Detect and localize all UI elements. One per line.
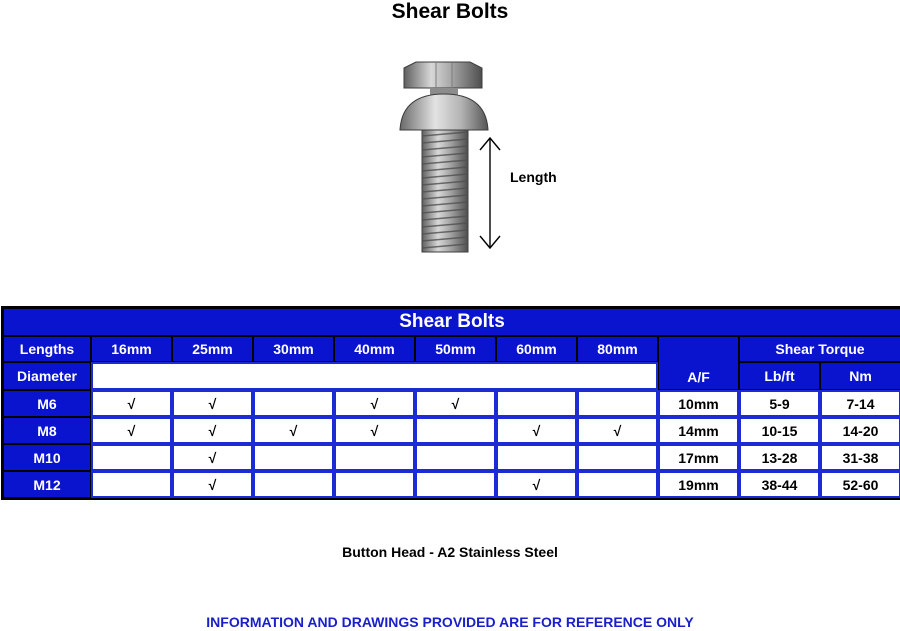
check-cell: √ (415, 390, 496, 417)
diameter-cell: M8 (3, 417, 91, 444)
length-header: 30mm (253, 336, 334, 362)
check-cell (415, 444, 496, 471)
length-header: 40mm (334, 336, 415, 362)
lbft-header: Lb/ft (739, 362, 820, 390)
diameter-cell: M12 (3, 471, 91, 498)
length-label: Length (510, 169, 557, 185)
check-cell (253, 471, 334, 498)
lbft-cell: 13-28 (739, 444, 820, 471)
length-header: 60mm (496, 336, 577, 362)
af-cell: 17mm (658, 444, 739, 471)
length-header: 80mm (577, 336, 658, 362)
blank-header-cell (91, 362, 658, 390)
check-cell: √ (91, 390, 172, 417)
table-row (3, 417, 900, 444)
check-cell: √ (91, 417, 172, 444)
check-cell (91, 471, 172, 498)
table-row (3, 390, 900, 417)
length-header: 16mm (91, 336, 172, 362)
table-row (3, 471, 900, 498)
nm-cell: 31-38 (820, 444, 900, 471)
check-cell (415, 471, 496, 498)
check-cell (334, 444, 415, 471)
check-cell (415, 417, 496, 444)
check-cell (496, 390, 577, 417)
check-cell: √ (172, 390, 253, 417)
table-title: Shear Bolts (3, 308, 900, 336)
reference-disclaimer: INFORMATION AND DRAWINGS PROVIDED ARE FOR REFERENCE ONLY (206, 614, 694, 630)
length-header: 25mm (172, 336, 253, 362)
page-title: Shear Bolts (391, 0, 509, 23)
diameter-header-row (3, 362, 900, 390)
check-cell (577, 471, 658, 498)
check-cell (91, 444, 172, 471)
af-cell: 10mm (658, 390, 739, 417)
diameter-cell: M10 (3, 444, 91, 471)
shear-bolts-table (1, 306, 900, 500)
length-header: 50mm (415, 336, 496, 362)
shear-torque-header: Shear Torque (739, 336, 900, 362)
table-title-row (3, 308, 900, 336)
lbft-cell: 38-44 (739, 471, 820, 498)
check-cell (253, 444, 334, 471)
nm-cell: 14-20 (820, 417, 900, 444)
check-cell (577, 444, 658, 471)
lbft-cell: 5-9 (739, 390, 820, 417)
table-row (3, 444, 900, 471)
af-cell: 19mm (658, 471, 739, 498)
check-cell: √ (334, 390, 415, 417)
lbft-cell: 10-15 (739, 417, 820, 444)
check-cell: √ (496, 471, 577, 498)
material-caption: Button Head - A2 Stainless Steel (342, 544, 558, 560)
nm-cell: 52-60 (820, 471, 900, 498)
nm-cell: 7-14 (820, 390, 900, 417)
af-header: A/F (658, 336, 739, 390)
shear-bolt-image (380, 58, 580, 258)
check-cell (577, 390, 658, 417)
check-cell (496, 444, 577, 471)
check-cell: √ (496, 417, 577, 444)
check-cell (253, 390, 334, 417)
check-cell: √ (172, 417, 253, 444)
diameter-label: Diameter (3, 362, 91, 390)
check-cell: √ (172, 444, 253, 471)
check-cell: √ (172, 471, 253, 498)
check-cell (334, 471, 415, 498)
lengths-label: Lengths (3, 336, 91, 362)
nm-header: Nm (820, 362, 900, 390)
check-cell: √ (253, 417, 334, 444)
check-cell: √ (577, 417, 658, 444)
af-cell: 14mm (658, 417, 739, 444)
diameter-cell: M6 (3, 390, 91, 417)
check-cell: √ (334, 417, 415, 444)
lengths-header-row (3, 336, 900, 362)
